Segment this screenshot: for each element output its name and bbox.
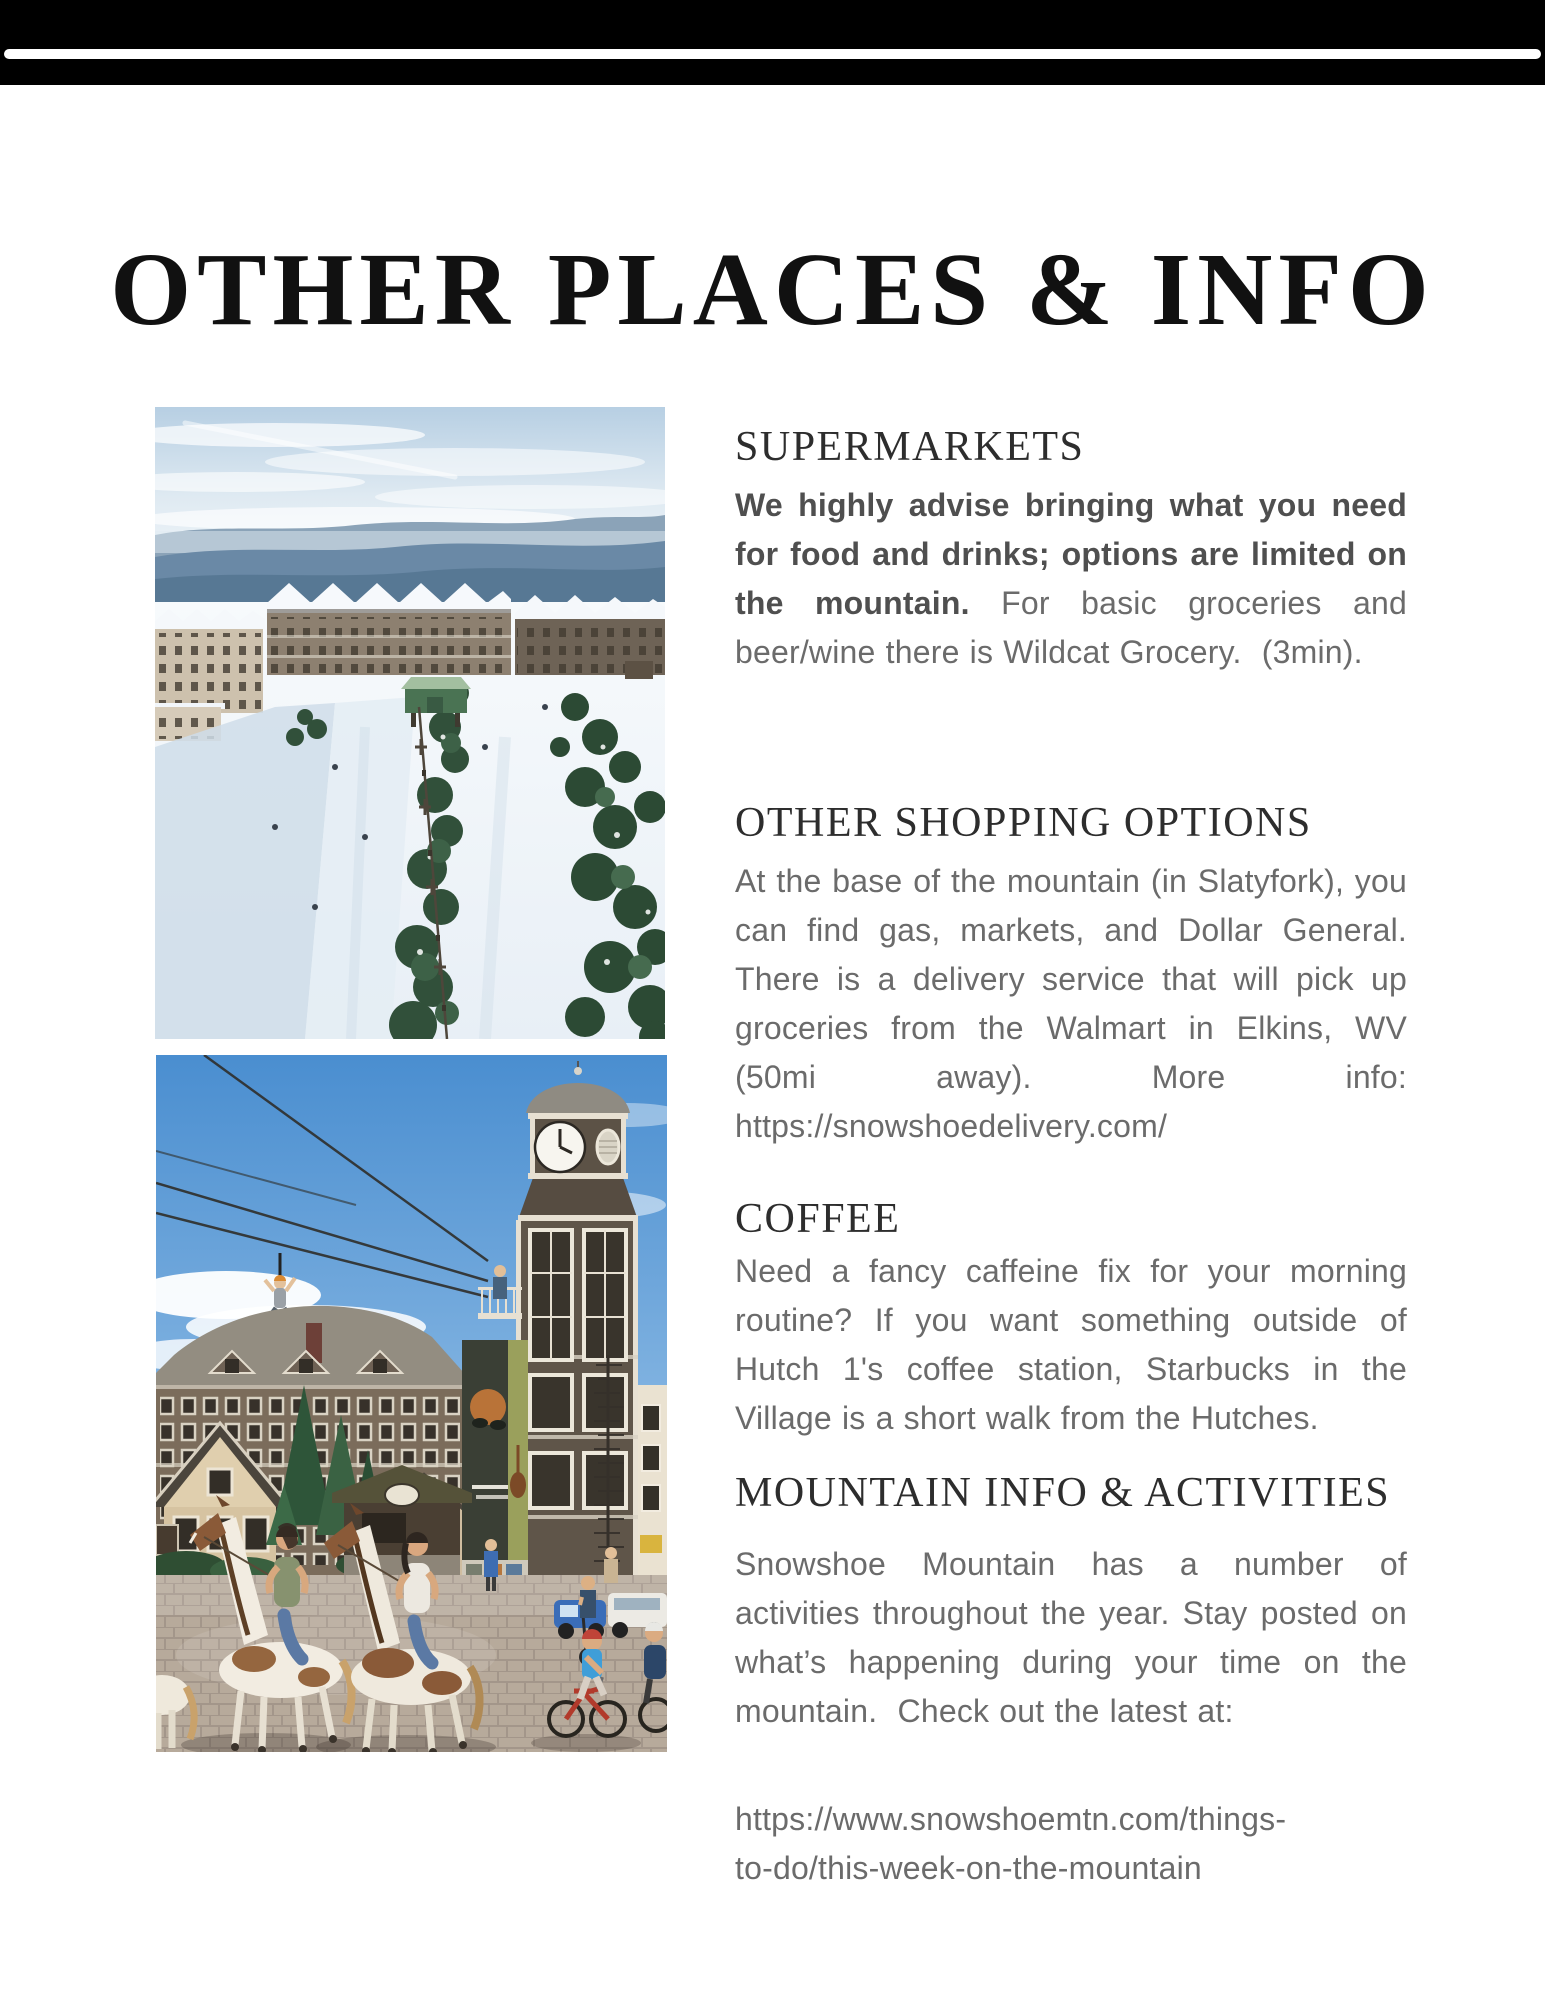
shopping-paragraph: At the base of the mountain (in Slatyfork), you can find gas, markets, and Dollar General. There is a delivery service that will pick up groceries from the Walmart in Elkins, WV (50mi away). More info: https://snowshoedelivery.com/ xyxy=(735,863,1407,1144)
url-line-1: https://www.snowshoemtn.com/things- xyxy=(735,1801,1287,1837)
village-photo-illustration xyxy=(156,1055,667,1752)
ski-resort-photo-illustration xyxy=(155,407,665,1039)
mountain-info-heading: MOUNTAIN INFO & ACTIVITIES xyxy=(735,1470,1391,1516)
page-title: OTHER PLACES & INFO xyxy=(110,231,1435,347)
mountain-activities-url xyxy=(735,1795,1407,1893)
village-photo xyxy=(156,1055,667,1752)
coffee-paragraph: Need a fancy caffeine fix for your morning routine? If you want something outside of Hutch 1's coffee station, Starbucks in the Village is a short walk from the Hutches. xyxy=(735,1253,1407,1436)
header-band xyxy=(0,0,1545,85)
supermarkets-paragraph xyxy=(735,481,1407,677)
mountain-info-paragraph: Snowshoe Mountain has a number of activities throughout the year. Stay posted on what’s happening during your time on the mountain. Check out the latest at: xyxy=(735,1546,1407,1729)
coffee-heading: COFFEE xyxy=(735,1196,901,1242)
shopping-heading: OTHER SHOPPING OPTIONS xyxy=(735,800,1312,846)
header-stripe xyxy=(4,49,1541,59)
supermarkets-bold-text: We highly advise bringing what you need for food and drinks; options are limited on the mountain. xyxy=(735,487,1407,621)
supermarkets-heading: SUPERMARKETS xyxy=(735,424,1085,470)
url-line-2: to-do/this-week-on-the-mountain xyxy=(735,1850,1202,1886)
supermarkets-regular-text: For basic groceries and beer/wine there is Wildcat Grocery. (3min). xyxy=(735,585,1407,670)
ski-resort-photo xyxy=(155,407,665,1039)
